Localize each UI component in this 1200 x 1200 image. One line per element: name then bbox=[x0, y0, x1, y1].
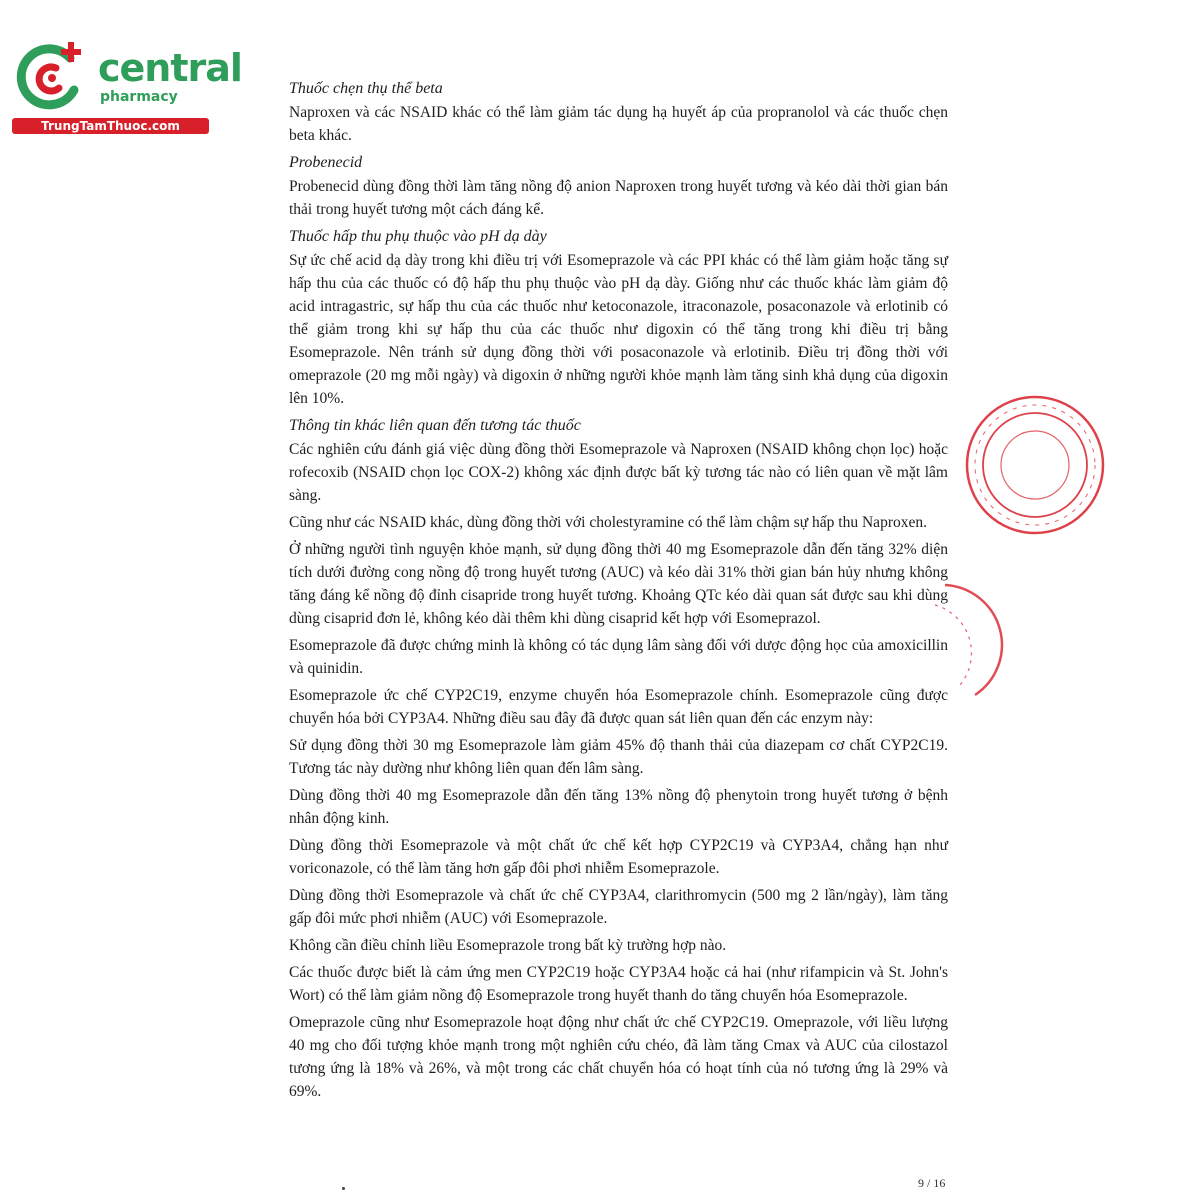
paragraph: Các nghiên cứu đánh giá việc dùng đồng thời Esomeprazole và Naproxen (NSAID không chọn lọc) hoặc rofecoxib (NSAID chọn lọc COX-2) không xác định được bất kỳ tương tác nào có liên quan về mặt lâm sàng. bbox=[289, 441, 948, 504]
paragraph: Cũng như các NSAID khác, dùng đồng thời với cholestyramine có thể làm chậm sự hấp thu Naproxen. bbox=[289, 514, 927, 531]
brand-site: TrungTamThuoc.com bbox=[12, 118, 209, 134]
document-body bbox=[289, 75, 948, 1107]
scan-speck bbox=[342, 1187, 345, 1190]
brand-name: central bbox=[98, 46, 242, 90]
paragraph: Dùng đồng thời Esomeprazole và một chất ức chế kết hợp CYP2C19 và CYP3A4, chẳng hạn như voriconazole, có thể làm tăng hơn gấp đôi phơi nhiễm Esomeprazole. bbox=[289, 837, 948, 877]
paragraph: Naproxen và các NSAID khác có thể làm giảm tác dụng hạ huyết áp của propranolol và các thuốc chẹn beta khác. bbox=[289, 104, 948, 144]
pharmacy-logo-icon bbox=[12, 38, 92, 118]
paragraph: Ở những người tình nguyện khỏe mạnh, sử dụng đồng thời 40 mg Esomeprazole dẫn đến tăng 32% diện tích dưới đường cong nồng độ trong huyết tương (AUC) và kéo dài 31% thời gian bán hủy nhưng không tăng đáng kể nồng độ đỉnh cisapride trong huyết tương. Khoảng QTc kéo dài quan sát được sau khi dùng dùng cisaprid đơn lẻ, không kéo dài thêm khi dùng cisaprid kết hợp với Esomeprazol. bbox=[289, 541, 948, 627]
paragraph: Esomeprazole ức chế CYP2C19, enzyme chuyển hóa Esomeprazole chính. Esomeprazole cũng được chuyển hóa bởi CYP3A4. Những điều sau đây đã được quan sát liên quan đến các enzym này: bbox=[289, 687, 948, 727]
pharmacy-logo bbox=[12, 38, 242, 138]
brand-subtitle: pharmacy bbox=[100, 89, 178, 105]
paragraph: Omeprazole cũng như Esomeprazole hoạt động như chất ức chế CYP2C19. Omeprazole, với liều lượng 40 mg cho đối tượng khỏe mạnh trong một nghiên cứu chéo, đã làm tăng Cmax và AUC của cilostazol tương ứng là 18% và 26%, và một trong các chất chuyển hóa có hoạt tính của nó tương ứng là 29% và 69%. bbox=[289, 1014, 948, 1100]
paragraph: Esomeprazole đã được chứng minh là không có tác dụng lâm sàng đối với dược động học của amoxicillin và quinidin. bbox=[289, 637, 948, 677]
section-heading: Thuốc chẹn thụ thể beta bbox=[289, 80, 443, 97]
paragraph: Sử dụng đồng thời 30 mg Esomeprazole làm giảm 45% độ thanh thải của diazepam cơ chất CYP2C19. Tương tác này dường như không liên quan đến lâm sàng. bbox=[289, 737, 948, 777]
section-heading: Thông tin khác liên quan đến tương tác thuốc bbox=[289, 417, 581, 434]
paragraph: Probenecid dùng đồng thời làm tăng nồng độ anion Naproxen trong huyết tương và kéo dài thời gian bán thải trong huyết tương một cách đáng kể. bbox=[289, 178, 948, 218]
section-heading: Probenecid bbox=[289, 154, 363, 171]
section-heading: Thuốc hấp thu phụ thuộc vào pH dạ dày bbox=[289, 228, 547, 245]
paragraph: Sự ức chế acid dạ dày trong khi điều trị với Esomeprazole và các PPI khác có thể làm giảm hoặc tăng sự hấp thu của các thuốc có độ hấp thu phụ thuộc vào pH dạ dày. Giống như các thuốc khác làm giảm độ acid intragastric, sự hấp thu của các thuốc như ketoconazole, itraconazole, posaconazole và erlotinib có thể giảm trong khi sự hấp thu của các thuốc như digoxin có thể tăng trong khi điều trị bằng Esomeprazole. Nên tránh sử dụng đồng thời với posaconazole và erlotinib. Điều trị đồng thời với omeprazole (20 mg mỗi ngày) và digoxin ở những người khỏe mạnh làm tăng sinh khả dụng của digoxin lên 10%. bbox=[289, 252, 948, 407]
signature-seal-icon bbox=[915, 565, 1065, 715]
company-seal-icon bbox=[960, 390, 1110, 540]
paragraph: Dùng đồng thời 40 mg Esomeprazole dẫn đến tăng 13% nồng độ phenytoin trong huyết tương ở bệnh nhân động kinh. bbox=[289, 787, 948, 827]
paragraph: Dùng đồng thời Esomeprazole và chất ức chế CYP3A4, clarithromycin (500 mg 2 lần/ngày), làm tăng gấp đôi mức phơi nhiễm (AUC) với Esomeprazole. bbox=[289, 887, 948, 927]
paragraph: Các thuốc được biết là cảm ứng men CYP2C19 hoặc CYP3A4 hoặc cả hai (như rifampicin và St. John's Wort) có thể làm giảm nồng độ Esomeprazole trong huyết thanh do tăng chuyển hóa Esomeprazole. bbox=[289, 964, 948, 1004]
paragraph: Không cần điều chỉnh liều Esomeprazole trong bất kỳ trường hợp nào. bbox=[289, 937, 727, 954]
page-number: 9 / 16 bbox=[918, 1176, 946, 1190]
